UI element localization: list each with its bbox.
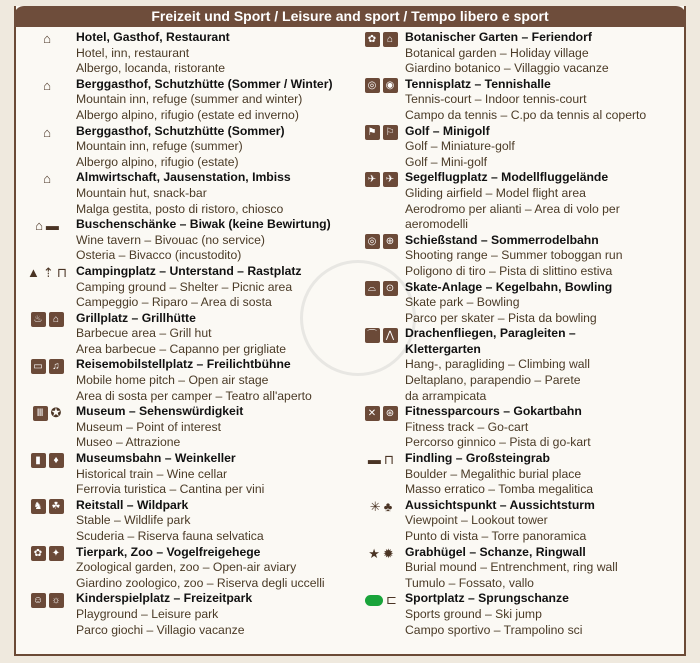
legend-text	[76, 170, 348, 217]
italian-label: Poligono di tiro – Pista di slittino estiva	[405, 263, 613, 278]
legend-text	[76, 30, 348, 77]
sports-ground-icon	[365, 595, 383, 606]
legend-entry	[18, 170, 348, 217]
historical-train-icon: ▮	[31, 453, 46, 468]
legend-entry	[357, 77, 682, 124]
german-label: Skate-Anlage – Kegelbahn, Bowling	[405, 279, 613, 294]
legend-entry	[18, 545, 348, 592]
italian-label: Golf – Mini-golf	[405, 154, 487, 169]
legend-entry	[18, 311, 348, 358]
legend-symbols	[357, 124, 405, 141]
legend-symbols	[357, 233, 405, 250]
legend-symbols	[18, 357, 76, 374]
playground-icon: ☺	[31, 593, 46, 608]
legend-entry	[18, 498, 348, 545]
italian-label: Scuderia – Riserva fauna selvatica	[76, 529, 264, 543]
hang-gliding-icon: ⌒	[365, 328, 380, 343]
legend-text	[405, 591, 682, 638]
legend-text	[405, 451, 682, 498]
legend-text	[76, 217, 348, 264]
german-label: Fitnessparcours – Gokartbahn	[405, 404, 582, 419]
german-label: Schießstand – Sommerrodelbahn	[405, 232, 599, 247]
legend-symbols	[357, 404, 405, 421]
legend-entry	[18, 30, 348, 77]
leisure-park-icon: ☼	[49, 593, 64, 608]
legend-text	[405, 326, 682, 404]
legend-entry	[357, 591, 682, 638]
italian-label: Parco giochi – Villagio vacanze	[76, 622, 245, 637]
legend-text	[405, 498, 682, 545]
german-label: Tennisplatz – Tennishalle	[405, 76, 551, 91]
legend-text	[76, 404, 348, 451]
english-label: Playground – Leisure park	[76, 606, 219, 621]
model-flight-icon: ✈	[383, 172, 398, 187]
right-column	[357, 30, 682, 638]
legend-text	[76, 264, 348, 311]
german-label: Buschenschänke – Biwak (keine Bewirtung)	[76, 217, 331, 232]
legend-text	[76, 591, 348, 638]
legend-symbols	[18, 264, 76, 281]
fitness-track-icon: ✕	[365, 406, 380, 421]
bowling-icon: ⊙	[383, 281, 398, 296]
legend-symbols	[357, 591, 405, 608]
legend-text	[76, 498, 348, 545]
german-label: Aussichtspunkt – Aussichtsturm	[405, 497, 595, 512]
legend-text	[405, 77, 682, 124]
italian-label: Albergo, locanda, ristorante	[76, 61, 226, 76]
legend-entry	[18, 264, 348, 311]
indoor-tennis-icon: ◉	[383, 78, 398, 93]
camping-icon: ▲	[27, 264, 40, 280]
legend-symbols	[18, 498, 76, 515]
german-label: Berggasthof, Schutzhütte (Sommer)	[76, 123, 285, 138]
barbecue-icon: ♨	[31, 312, 46, 327]
english-label: Barbecue area – Grill hut	[76, 326, 212, 341]
grill-hut-icon: ⌂	[49, 312, 64, 327]
legend-symbols	[18, 217, 76, 234]
legend-text	[405, 124, 682, 171]
legend-text	[405, 30, 682, 77]
italian-label: da arrampicata	[405, 388, 487, 403]
legend-symbols	[357, 77, 405, 94]
legend-entry	[357, 124, 682, 171]
holiday-village-icon: ⌂	[383, 32, 398, 47]
english-label: Gliding airfield – Model flight area	[405, 185, 586, 200]
museum-icon: Ⅲ	[33, 406, 48, 421]
legend-entry	[18, 217, 348, 264]
golf-icon: ⚑	[365, 125, 380, 140]
legend-symbols	[357, 170, 405, 187]
legend-text	[76, 451, 348, 498]
german-label: Museum – Sehenswürdigkeit	[76, 404, 244, 419]
english-label: Mobile home pitch – Open air stage	[76, 373, 269, 388]
point-of-interest-icon: ✪	[50, 405, 62, 421]
go-cart-icon: ⊛	[383, 406, 398, 421]
english-label: Viewpoint – Lookout tower	[405, 513, 548, 528]
english-label: Camping ground – Shelter – Picnic area	[76, 279, 293, 294]
legend-text	[76, 77, 348, 124]
italian-label: Deltaplano, parapendio – Parete	[405, 373, 581, 388]
entrenchment-icon: ✹	[382, 545, 394, 561]
german-label-continued: Klettergarten	[405, 341, 481, 356]
italian-label: Giardino botanico – Villaggio vacanze	[405, 61, 609, 76]
german-label: Berggasthof, Schutzhütte (Sommer / Winter)	[76, 76, 333, 91]
english-label: Hang-, paragliding – Climbing wall	[405, 357, 590, 372]
german-label: Hotel, Gasthof, Restaurant	[76, 30, 230, 44]
legend-entry	[357, 326, 682, 404]
english-label: Historical train – Wine cellar	[76, 466, 228, 481]
english-label: Boulder – Megalithic burial place	[405, 466, 582, 481]
english-label: Shooting range – Summer toboggan run	[405, 248, 623, 263]
toboggan-run-icon: ⊕	[383, 234, 398, 249]
english-label: Burial mound – Entrenchment, ring wall	[405, 560, 618, 575]
german-label: Grabhügel – Schanze, Ringwall	[405, 544, 586, 559]
legend-symbols	[18, 170, 76, 187]
italian-label: Area di sosta per camper – Teatro all'aperto	[76, 388, 312, 403]
legend-entry	[18, 357, 348, 404]
english-label: Mountain inn, refuge (summer)	[76, 139, 243, 154]
english-label: Tennis-court – Indoor tennis-court	[405, 92, 587, 107]
legend-title: Freizeit und Sport / Leisure and sport / Tempo libero e sport	[14, 6, 686, 27]
boulder-icon: ▬	[367, 452, 381, 468]
legend-symbols	[18, 124, 76, 141]
legend-entry	[18, 591, 348, 638]
german-label: Almwirtschaft, Jausenstation, Imbiss	[76, 170, 291, 185]
legend-symbols	[18, 30, 76, 47]
left-column	[18, 30, 348, 638]
italian-label: Campo da tennis – C.po da tennis al coperto	[405, 107, 647, 122]
lookout-tower-icon: ♣	[383, 498, 393, 514]
german-label: Drachenfliegen, Paragleiten –	[405, 326, 576, 341]
italian-label: Albergo alpino, rifugio (estate)	[76, 154, 239, 169]
stable-icon: ♞	[31, 499, 46, 514]
legend-text	[76, 124, 348, 171]
english-label: Botanical garden – Holiday village	[405, 45, 589, 60]
legend-text	[405, 404, 682, 451]
mountain-inn-icon: ⌂	[43, 77, 51, 93]
german-label: Botanischer Garten – Feriendorf	[405, 30, 592, 44]
burial-place-icon: ⊓	[383, 452, 395, 468]
gliding-airfield-icon: ✈	[365, 172, 380, 187]
tennis-court-icon: ◎	[365, 78, 380, 93]
english-label: Sports ground – Ski jump	[405, 606, 542, 621]
legend-entry	[18, 404, 348, 451]
german-label: Findling – Großsteingrab	[405, 451, 550, 466]
legend-symbols	[18, 451, 76, 468]
english-label: Hotel, inn, restaurant	[76, 45, 190, 60]
legend-entry	[357, 451, 682, 498]
german-label: Grillplatz – Grillhütte	[76, 310, 196, 325]
italian-label: Aerodromo per alianti – Area di volo per	[405, 201, 620, 216]
legend-entry	[18, 77, 348, 124]
mountain-hut-icon: ⌂	[43, 171, 51, 187]
italian-label: Malga gestita, posto di ristoro, chiosco	[76, 201, 284, 216]
legend-entry	[357, 498, 682, 545]
legend-symbols	[357, 545, 405, 562]
italian-label: aeromodelli	[405, 217, 469, 232]
picnic-icon: ⊓	[56, 264, 67, 280]
mobile-home-icon: ▭	[31, 359, 46, 374]
ski-jump-icon: ⊏	[386, 592, 397, 608]
aviary-icon: ✦	[49, 546, 64, 561]
italian-label: Parco per skater – Pista da bowling	[405, 310, 597, 325]
legend-symbols	[18, 591, 76, 608]
german-label: Segelflugplatz – Modellfluggelände	[405, 170, 609, 185]
legend-symbols	[357, 30, 405, 47]
legend-symbols	[357, 280, 405, 297]
legend-text	[405, 280, 682, 327]
german-label: Museumsbahn – Weinkeller	[76, 451, 236, 466]
zoo-icon: ✿	[31, 546, 46, 561]
italian-label: Osteria – Bivacco (incustodito)	[76, 248, 242, 263]
legend-entry	[357, 404, 682, 451]
legend-text	[76, 311, 348, 358]
legend-entry	[18, 451, 348, 498]
english-label: Skate park – Bowling	[405, 295, 520, 310]
german-label: Kinderspielplatz – Freizeitpark	[76, 591, 253, 606]
mountain-inn-summer-icon: ⌂	[43, 124, 51, 140]
legend-entry	[357, 233, 682, 280]
german-label: Sportplatz – Sprungschanze	[405, 591, 569, 606]
german-label: Golf – Minigolf	[405, 123, 490, 138]
english-label: Stable – Wildlife park	[76, 513, 191, 528]
legend-entry	[357, 170, 682, 232]
open-air-stage-icon: ♫	[49, 359, 64, 374]
german-label: Campingplatz – Unterstand – Rastplatz	[76, 263, 302, 278]
legend-text	[76, 545, 348, 592]
english-label: Golf – Miniature-golf	[405, 139, 515, 154]
italian-label: Ferrovia turistica – Cantina per vini	[76, 482, 265, 497]
legend-entry	[357, 30, 682, 77]
climbing-wall-icon: ⋀	[383, 328, 398, 343]
shelter-icon: ⇡	[42, 264, 54, 280]
legend-entry	[18, 124, 348, 171]
italian-label: Giardino zoologico, zoo – Riserva degli uccelli	[76, 575, 325, 590]
legend-symbols	[357, 326, 405, 343]
italian-label: Tumulo – Fossato, vallo	[405, 575, 534, 590]
wine-cellar-icon: ♦	[49, 453, 64, 468]
mini-golf-icon: ⚐	[383, 125, 398, 140]
legend-text	[76, 357, 348, 404]
legend-entry	[357, 280, 682, 327]
italian-label: Museo – Attrazione	[76, 435, 181, 450]
german-label: Tierpark, Zoo – Vogelfreigehege	[76, 544, 261, 559]
hotel-icon: ⌂	[43, 31, 51, 46]
wildlife-park-icon: ☘	[49, 499, 64, 514]
legend-symbols	[18, 311, 76, 328]
english-label: Mountain hut, snack-bar	[76, 185, 207, 200]
botanical-garden-icon: ✿	[365, 32, 380, 47]
legend-entry	[357, 545, 682, 592]
italian-label: Albergo alpino, rifugio (estate ed inverno)	[76, 107, 299, 122]
italian-label: Masso erratico – Tomba megalitica	[405, 482, 594, 497]
english-label: Zoological garden, zoo – Open-air aviary	[76, 560, 297, 575]
bivouac-icon: ▬	[45, 218, 59, 234]
german-label: Reitstall – Wildpark	[76, 497, 189, 512]
german-label: Reisemobilstellplatz – Freilichtbühne	[76, 357, 291, 372]
legend-symbols	[18, 545, 76, 562]
english-label: Museum – Point of interest	[76, 419, 221, 434]
italian-label: Percorso ginnico – Pista di go-kart	[405, 435, 591, 450]
wine-tavern-icon: ⌂	[35, 218, 43, 234]
english-label: Fitness track – Go-cart	[405, 419, 529, 434]
legend-symbols	[357, 498, 405, 515]
legend-text	[405, 545, 682, 592]
legend-text	[405, 233, 682, 280]
burial-mound-icon: ★	[368, 545, 380, 561]
viewpoint-icon: ✳	[369, 498, 381, 514]
legend-symbols	[357, 451, 405, 468]
legend-symbols	[18, 404, 76, 421]
italian-label: Punto di vista – Torre panoramica	[405, 529, 587, 543]
english-label: Wine tavern – Bivouac (no service)	[76, 232, 265, 247]
italian-label: Area barbecue – Capanno per grigliate	[76, 341, 287, 356]
skate-park-icon: ⌓	[365, 281, 380, 296]
legend-text	[405, 170, 682, 232]
italian-label: Campo sportivo – Trampolino sci	[405, 622, 583, 637]
italian-label: Campeggio – Riparo – Area di sosta	[76, 295, 272, 310]
english-label: Mountain inn, refuge (summer and winter)	[76, 92, 303, 107]
shooting-range-icon: ◎	[365, 234, 380, 249]
legend-symbols	[18, 77, 76, 94]
